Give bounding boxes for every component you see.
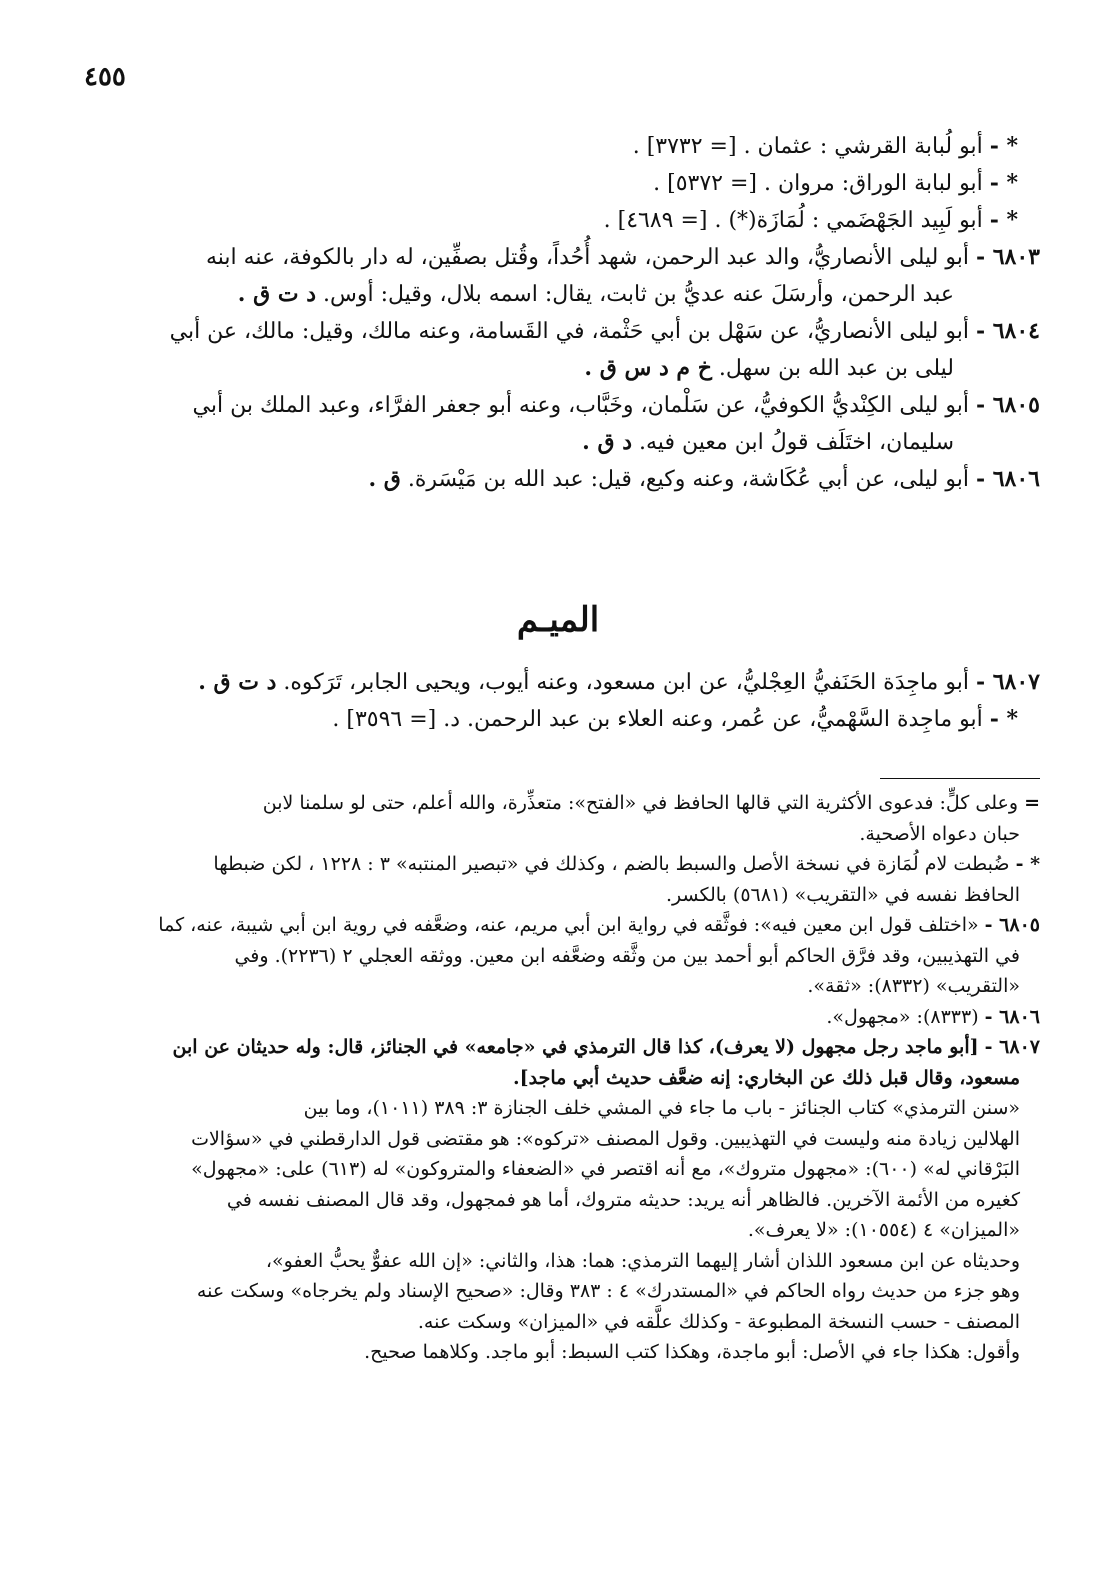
footnote-divider: [880, 778, 1040, 779]
narrator-entry-6803: [80, 239, 1040, 313]
footnote-line: «سنن الترمذي» كتاب الجنائز - باب ما جاء في المشي خلف الجنازة ٣: ٣٨٩ (١٠١١)، وما بين: [303, 1097, 1020, 1119]
entry-text: أبو لَبِيد الجَهْضَمي : لُمَازَة(*) . [= ٤٦٨٩] .: [603, 208, 983, 233]
entry-number: ٦٨٠٥ -: [975, 392, 1040, 418]
entry-number: ٦٨٠٤ -: [975, 318, 1040, 344]
cross-reference-entry: [80, 128, 1040, 165]
entry-line: أبو ماجِدَة الحَنَفيُّ العِجْليُّ، عن ابن مسعود، وعنه أيوب، ويحيى الجابر، تَرَكوه.: [283, 670, 969, 695]
entry-text: أبو لُبابة القرشي : عثمان . [= ٣٧٣٢] .: [632, 134, 983, 159]
footnote: [80, 849, 1040, 910]
footnote-line: كغيره من الأئمة الآخرين. فالظاهر أنه يريد: حديثه متروك، أما هو فمجهول، وقد قال المصنف نفسه في: [226, 1188, 1020, 1211]
entry-codes: ق .: [368, 466, 401, 492]
entry-codes: د ت ق .: [237, 281, 317, 307]
cross-reference-entry: [80, 202, 1040, 239]
footnote-line: وأقول: هكذا جاء في الأصل: أبو ماجدة، وهكذا كتب السبط: أبو ماجد. وكلاهما صحيح.: [364, 1341, 1020, 1363]
footnote-marker: =: [1024, 792, 1040, 814]
footnote-marker: ٦٨٠٥ -: [984, 914, 1040, 936]
footnote-line: «الميزان» ٤ (١٠٥٥٤): «لا يعرف».: [747, 1219, 1020, 1241]
footnote-6805: [80, 910, 1040, 1002]
entries-list-meem: [80, 664, 1040, 738]
entry-line: أبو ليلى، عن أبي عُكَاشة، وعنه وكيع، قيل: عبد الله بن مَيْسَرة.: [407, 467, 969, 492]
footnote-line: مسعود، وقال قبل ذلك عن البخاري: إنه ضعَّف حديث أبي ماجد].: [513, 1066, 1020, 1089]
footnote-paragraph: [80, 1246, 1040, 1338]
entry-text: أبو لبابة الوراق: مروان . [= ٥٣٧٢] .: [653, 171, 983, 196]
footnote-line: وحديثاه عن ابن مسعود اللذان أشار إليهما الترمذي: هما: هذا، والثاني: «إن الله عفوٌّ يحبُّ العفو»،: [265, 1249, 1020, 1272]
page-number: ٤٥٥: [84, 62, 126, 92]
footnote-line: ضُبطت لام لُمَازة في نسخة الأصل والسبط بالضم ، وكذلك في «تبصير المنتبه» ٣ : ١٢٢٨ ، لكن ضبطها: [213, 853, 1010, 875]
footnote-line: البَرْقاني له» (٦٠٠): «مجهول متروك»، مع أنه اقتصر في «الضعفاء والمتروكون» له (٦١٣) على: «مجهول»: [191, 1158, 1020, 1180]
entry-line: سليمان، اختَلَف قولُ ابن معين فيه.: [639, 430, 954, 455]
entry-line: أبو ليلى الأنصاريُّ، والد عبد الرحمن، شهد أُحُداً، وقُتل بصفِّين، له دار بالكوفة، عنه ابنه: [205, 245, 969, 270]
entry-marker: * -: [989, 207, 1018, 233]
entries-list: [80, 128, 1040, 498]
entry-continuation: [80, 276, 1040, 313]
footnote: [80, 788, 1040, 849]
footnote-marker: * -: [1015, 853, 1040, 875]
footnote-line: حبان دعواه الأصحية.: [859, 822, 1020, 845]
entry-text: أبو ماجِدة السَّهْميُّ، عن عُمر، وعنه العلاء بن عبد الرحمن. د. [= ٣٥٩٦] .: [332, 707, 983, 732]
footnote-marker: ٦٨٠٦ -: [984, 1005, 1040, 1028]
entry-codes: د ت ق .: [198, 669, 277, 695]
footnote-6807: [80, 1032, 1040, 1093]
narrator-entry-6805: [80, 387, 1040, 461]
footnote-line: وهو جزء من حديث رواه الحاكم في «المستدرك» ٤ : ٣٨٣ وقال: «صحيح الإسناد ولم يخرجاه» وسكت عنه: [196, 1280, 1020, 1302]
entry-line: ليلى بن عبد الله بن سهل.: [718, 356, 954, 381]
footnote-paragraph: [80, 1337, 1040, 1368]
entry-number: ٦٨٠٣ -: [975, 244, 1040, 270]
footnote-6806: [80, 1002, 1040, 1033]
footnote-line: في التهذيبين، وقد فرَّق الحاكم أبو أحمد بين من وثَّقه وضعَّفه ابن معين. ووثقه العجلي ٢ (٢٢٣٦). وفي: [234, 944, 1020, 967]
section-heading: الميـم: [516, 600, 600, 640]
entry-continuation: [80, 350, 1040, 387]
entry-marker: * -: [989, 706, 1018, 732]
entry-marker: * -: [989, 133, 1018, 159]
footnote-marker: ٦٨٠٧ -: [984, 1036, 1040, 1058]
entry-codes: د ق .: [582, 429, 633, 455]
cross-reference-entry: [80, 701, 1040, 738]
entry-line: عبد الرحمن، وأرسَلَ عنه عديُّ بن ثابت، يقال: اسمه بلال، وقيل: أوس.: [323, 282, 954, 307]
footnote-line: الهلالين زيادة منه وليست في التهذيبين. وقول المصنف «تركوه»: هو مقتضى قول الدارقطني في «سؤالات: [191, 1127, 1020, 1150]
footnote-line: وعلى كلٍّ: فدعوى الأكثرية التي قالها الحافظ في «الفتح»: متعذِّرة، والله أعلم، حتى لو سلمنا لابن: [262, 792, 1019, 814]
entry-codes: خ م د س ق .: [584, 355, 712, 381]
narrator-entry-6804: [80, 313, 1040, 387]
footnote-line: المصنف - حسب النسخة المطبوعة - وكذلك علَّقه في «الميزان» وسكت عنه.: [417, 1310, 1020, 1333]
footnote-line: «اختلف قول ابن معين فيه»: فوثَّقه في رواية ابن أبي مريم، عنه، وضعَّفه في روية ابن أبي شيبة، عنه، كما: [158, 914, 979, 936]
entry-line: أبو ليلى الأنصاريُّ، عن سَهْل بن أبي حَثْمة، في القَسامة، وعنه مالك، وقيل: مالك، عن أبي: [169, 319, 969, 344]
footnote-paragraph: [80, 1093, 1040, 1246]
footnotes: [80, 788, 1040, 1368]
footnote-line: [أبو ماجد رجل مجهول (لا يعرف)، كذا قال الترمذي في «جامعه» في الجنائز، قال: وله حديثان عن ابن: [172, 1036, 979, 1058]
footnote-line: «التقريب» (٨٣٣٢): «ثقة».: [807, 975, 1020, 997]
entry-line: أبو ليلى الكِنْديُّ الكوفيُّ، عن سَلْمان، وخَبَّاب، وعنه أبو جعفر الفرَّاء، وعبد الملك بن أبي: [192, 393, 969, 418]
narrator-entry-6807: [80, 664, 1040, 701]
entry-number: ٦٨٠٧ -: [975, 669, 1040, 695]
narrator-entry-6806: [80, 461, 1040, 498]
entry-continuation: [80, 424, 1040, 461]
footnote-line: (٨٣٣٣): «مجهول».: [826, 1005, 979, 1028]
cross-reference-entry: [80, 165, 1040, 202]
entry-number: ٦٨٠٦ -: [975, 466, 1040, 492]
entry-marker: * -: [989, 170, 1018, 196]
footnote-line: الحافظ نفسه في «التقريب» (٥٦٨١) بالكسر.: [666, 883, 1020, 906]
